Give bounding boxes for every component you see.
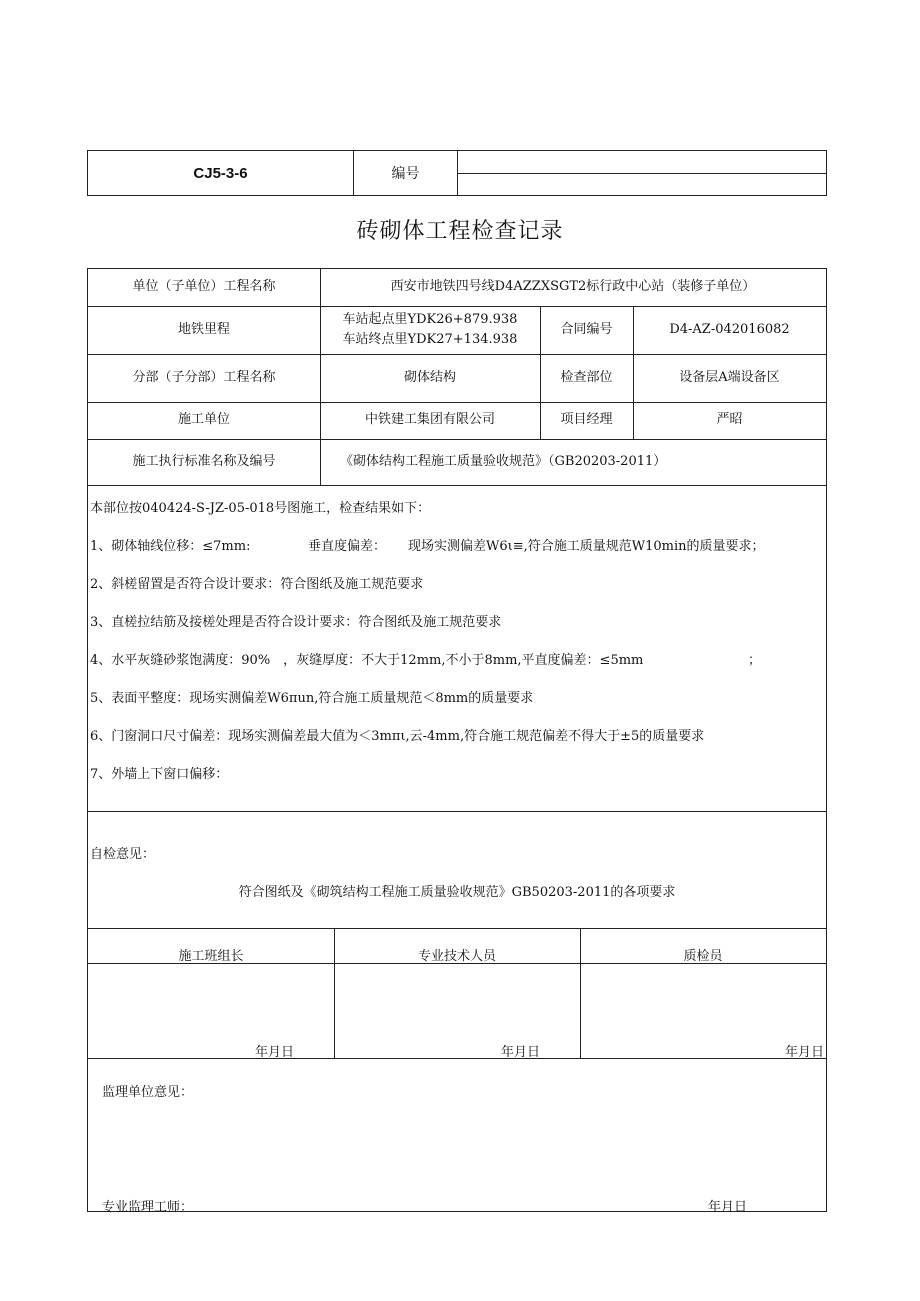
result-item-4: 4、水平灰缝砂浆饱满度：90% ，灰缝厚度：不大于12mm,不小于8mm,平直度偏差：≤5mm bbox=[90, 653, 644, 668]
self-check-text: 符合图纸及《砌筑结构工程施工质量验收规范》GB50203-2011的各项要求 bbox=[238, 885, 676, 900]
result-item-2: 2、斜槎留置是否符合设计要求：符合图纸及施工规范要求 bbox=[90, 577, 424, 592]
result-item-6: 6、门窗洞口尺寸偏差：现场实测偏差最大值为＜3mπι,云-4mm,符合施工规范偏差不得大于±5的质量要求 bbox=[90, 729, 705, 744]
standard-label: 施工执行标准名称及编号 bbox=[132, 453, 276, 469]
mileage-value bbox=[320, 306, 540, 354]
result-item-1-measure: 现场实测偏差W6ι≡,符合施工质量规范W10min的质量要求； bbox=[408, 539, 765, 554]
sig-date-technician: 年月日 bbox=[501, 1045, 541, 1060]
contractor-label: 施工单位 bbox=[177, 412, 230, 428]
division-value: 砌体结构 bbox=[403, 369, 456, 385]
inspect-part-label: 检查部位 bbox=[560, 369, 613, 385]
row-divider bbox=[88, 928, 826, 929]
pm-label: 项目经理 bbox=[560, 412, 613, 428]
result-item-5: 5、表面平整度：现场实测偏差W6πun,符合施工质量规范＜8mm的质量要求 bbox=[90, 691, 534, 706]
number-field-divider bbox=[458, 173, 826, 174]
row-divider bbox=[88, 811, 826, 812]
page-title: 砖砌体工程检查记录 bbox=[356, 219, 564, 244]
inspection-table bbox=[87, 268, 827, 1215]
unit-name-value: 西安市地铁四号线D4AZZXSGT2标行政中心站（装修子单位） bbox=[390, 279, 756, 295]
form-code: CJ5-3-6 bbox=[88, 151, 354, 195]
contract-value: D4-AZ-042016082 bbox=[669, 321, 790, 337]
sig-header-technician: 专业技术人员 bbox=[417, 949, 496, 964]
result-item-4-end: ； bbox=[748, 653, 762, 668]
division-label: 分部（子分部）工程名称 bbox=[132, 369, 276, 385]
contract-label: 合同编号 bbox=[560, 321, 613, 337]
supervision-date: 年月日 bbox=[708, 1200, 748, 1215]
sig-date-inspector: 年月日 bbox=[785, 1045, 825, 1060]
supervision-label: 监理单位意见： bbox=[102, 1085, 194, 1100]
contractor-value: 中铁建工集团有限公司 bbox=[364, 412, 495, 428]
results-intro: 本部位按040424-S-JZ-05-018号图施工，检查结果如下： bbox=[90, 501, 431, 516]
mileage-end: 车站终点里YDK27+134.938 bbox=[342, 332, 518, 347]
row-divider bbox=[88, 1058, 826, 1059]
unit-name-label: 单位（子单位）工程名称 bbox=[132, 279, 276, 295]
result-item-7: 7、外墙上下窗口偏移： bbox=[90, 767, 229, 782]
number-label: 编号 bbox=[354, 151, 458, 195]
sig-date-team-leader: 年月日 bbox=[255, 1045, 295, 1060]
sig-header-team-leader: 施工班组长 bbox=[178, 949, 244, 964]
inspect-part-value: 设备层A端设备区 bbox=[679, 369, 780, 385]
sig-header-inspector: 质检员 bbox=[683, 949, 723, 964]
row-divider bbox=[88, 485, 826, 486]
supervision-engineer-label: 专业监理工师： bbox=[102, 1200, 194, 1215]
result-item-3: 3、直槎拉结筋及接槎处理是否符合设计要求：符合图纸及施工规范要求 bbox=[90, 615, 502, 630]
self-check-label: 自检意见： bbox=[90, 847, 156, 862]
result-item-1: 1、砌体轴线位移：≤7mm: bbox=[90, 539, 251, 554]
header-box bbox=[87, 150, 827, 196]
result-item-1-vertical: 垂直度偏差： bbox=[308, 539, 387, 554]
pm-value: 严昭 bbox=[716, 412, 743, 428]
mileage-start: 车站起点里YDK26+879.938 bbox=[342, 311, 518, 327]
mileage-label: 地铁里程 bbox=[177, 321, 230, 337]
standard-value: 《砌体结构工程施工质量验收规范》（GB20203-2011） bbox=[340, 453, 667, 469]
